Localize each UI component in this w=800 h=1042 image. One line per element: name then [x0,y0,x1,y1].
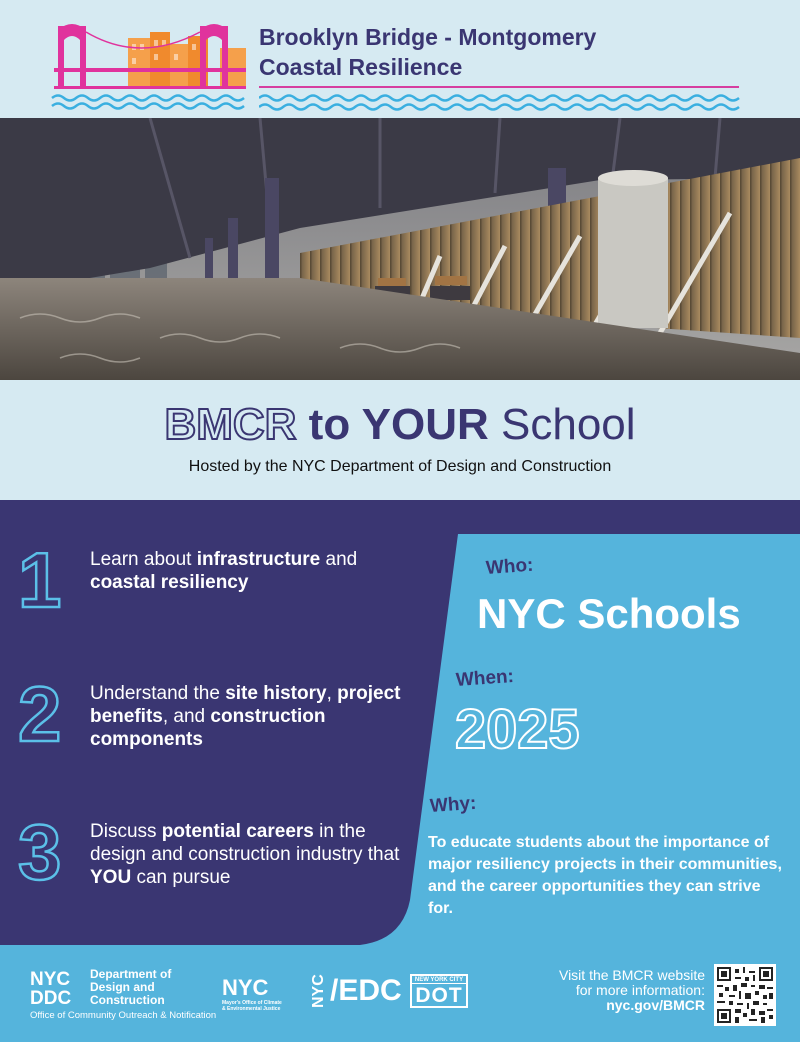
hero-rendering-image [0,118,800,380]
step-number: 3 [18,808,62,896]
visit-website-text: Visit the BMCR website for more information: nyc.gov/BMCR [540,968,705,1013]
qr-code-pattern [717,967,773,1023]
footer [0,958,800,1042]
title-school: School [501,400,636,449]
when-label: When: [455,665,515,691]
dot-logo-top: NEW YORK CITY [412,976,466,984]
wave-icon [259,90,741,112]
why-text: To educate students about the importance of major resiliency projects in their communities, and the career opportunities they can strive for. [428,834,782,917]
project-title [259,22,596,82]
title-your: YOUR [361,400,489,449]
qr-code-icon[interactable] [714,964,776,1026]
subtitle: Hosted by the NYC Department of Design and Construction [188,458,612,475]
svg-text:NYC: NYC [310,974,327,1008]
edc-nyc-icon [305,974,327,1010]
step-text: Learn about infrastructure and coastal resiliency [90,549,358,593]
ddc-logo-line1: NYC [30,969,71,990]
project-title-line2: Coastal Resilience [259,54,463,80]
dot-logo-main: DOT [415,984,463,1007]
dot-logo [410,974,468,1008]
who-label: Who: [485,554,535,579]
svg-text:NYC: NYC [222,976,269,998]
when-value: 2025 [455,697,580,760]
ddc-name: Department of Design and Construction [90,967,172,1007]
title-bmcr: BMCR [164,400,297,449]
step-number: 2 [18,670,62,758]
edc-logo: /EDC [330,974,402,1007]
title-band [0,380,800,500]
title-to: to [308,400,351,449]
nyc-logo-icon [222,976,286,998]
header [0,0,800,118]
step-text: Understand the site history, project benefits, and construction components [90,683,401,750]
who-value: NYC Schools [477,590,741,637]
bridge-logo-icon [50,14,250,110]
step-number: 1 [18,536,62,624]
moc-name: Mayor's Office of Climate & Environmental Justice [222,1000,282,1012]
ddc-office: Office of Community Outreach & Notification [30,1010,217,1021]
project-title-line1: Brooklyn Bridge - Montgomery [259,24,597,50]
step-text: Discuss potential careers in the design and construction industry that YOU can pursue [90,821,400,888]
ddc-logo-icon [30,968,86,1006]
header-divider [259,86,739,88]
main-title [0,400,800,450]
ddc-logo-line2: DDC [30,988,72,1006]
website-link[interactable]: nyc.gov/BMCR [606,997,705,1013]
why-label: Why: [429,792,478,817]
